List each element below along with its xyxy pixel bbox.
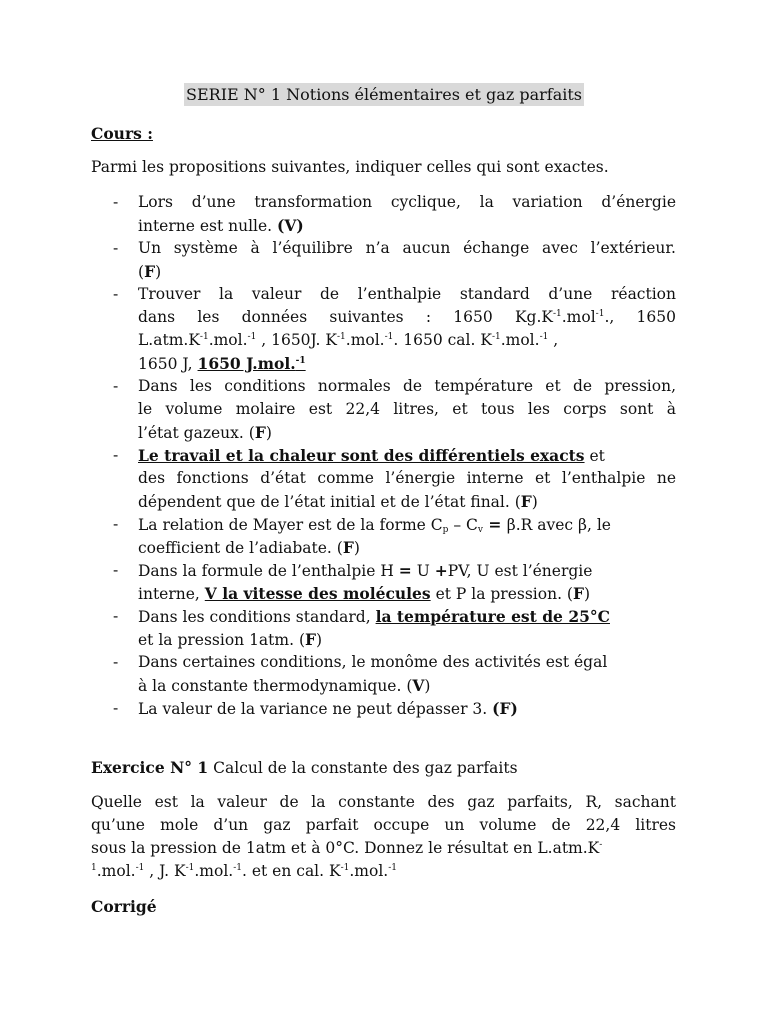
item-7-text: et P la pression. (: [430, 585, 573, 603]
item-5-answer: F: [520, 492, 532, 511]
item-4-text: l’état gazeux. (: [138, 424, 255, 442]
item-7-emphasis: V la vitesse des molécules: [204, 584, 431, 603]
item-1-line-1: Lors d’une transformation cyclique, la variation d’énergie: [138, 193, 676, 211]
subscript: p: [442, 525, 449, 535]
item-8-line-1: [138, 605, 610, 629]
list-dash: -: [113, 699, 119, 717]
item-9-line-2: [138, 674, 430, 698]
exercise-title: Calcul de la constante des gaz parfaits: [208, 759, 518, 777]
item-9-line-1: Dans certaines conditions, le monôme des activités est égal: [138, 653, 608, 671]
plus-sign: +: [434, 561, 448, 580]
exercise-line-3: [91, 837, 602, 860]
superscript: -1: [388, 863, 397, 873]
item-5-line-2: des fonctions d’état comme l’énergie interne et l’enthalpie ne: [138, 469, 676, 487]
exercise-line-4: [91, 860, 397, 883]
paren-close: ): [583, 585, 591, 603]
item-4-line-3: [138, 421, 272, 445]
item-3-text: .mol: [561, 308, 596, 326]
list-dash: -: [113, 193, 119, 211]
item-10-text: La valeur de la variance ne peut dépasser 3.: [138, 700, 493, 718]
exercise-line-1: Quelle est la valeur de la constante des gaz parfaits, R, sachant: [91, 793, 676, 811]
item-7-answer: F: [572, 584, 584, 603]
subscript: v: [477, 525, 483, 535]
paren-close: ): [353, 539, 360, 557]
paren-close: ): [316, 631, 323, 649]
item-3-text: 1650 J,: [138, 355, 198, 373]
item-4-answer: F: [254, 423, 266, 442]
exercise-text: .mol.: [349, 862, 389, 880]
item-3-text: dans les données suivantes : 1650 Kg.K: [138, 308, 553, 326]
item-3-text: .mol.: [345, 331, 385, 349]
item-6-line-1: [138, 513, 611, 537]
superscript: -1: [595, 309, 605, 319]
item-6-line-2: [138, 536, 360, 560]
superscript: -1: [539, 332, 549, 342]
corrige-heading: Corrigé: [91, 897, 157, 916]
list-dash: -: [113, 239, 119, 257]
equals-sign: =: [398, 561, 412, 580]
item-4-line-1: Dans les conditions normales de température et de pression,: [138, 377, 676, 395]
item-1-answer: (V): [277, 216, 304, 235]
list-dash: -: [113, 285, 119, 303]
exercise-line-2: qu’une mole d’un gaz parfait occupe un volume de 22,4 litres: [91, 816, 676, 834]
item-3-line-1: Trouver la valeur de l’enthalpie standard d’une réaction: [138, 285, 676, 303]
list-dash: -: [113, 446, 119, 464]
item-8-emphasis: la température est de 25°C: [375, 607, 610, 626]
item-1-line-2: [138, 214, 304, 238]
equals-sign: =: [482, 515, 507, 534]
item-3-answer: [198, 354, 306, 373]
list-dash: -: [113, 653, 119, 671]
item-5-line-3: [138, 490, 538, 514]
superscript: -1: [295, 356, 306, 366]
item-3-text: L.atm.K: [138, 331, 200, 349]
item-3-text: . 1650 cal. K: [393, 331, 492, 349]
superscript: -1: [199, 332, 209, 342]
item-3-text: , 1650J. K: [256, 331, 337, 349]
item-4-line-2: le volume molaire est 22,4 litres, et tous les corps sont à: [138, 400, 676, 418]
exercise-heading: [91, 756, 518, 780]
superscript: 1: [91, 863, 97, 873]
item-8-text: et la pression 1atm. (: [138, 631, 305, 649]
item-6-text: La relation de Mayer est de la forme C: [138, 516, 443, 534]
superscript: -1: [384, 332, 394, 342]
item-9-answer: V: [412, 676, 425, 695]
item-10-answer: (F): [492, 699, 518, 718]
paren-close: ): [265, 424, 272, 442]
intro-text: Parmi les propositions suivantes, indiquer celles qui sont exactes.: [91, 158, 609, 176]
superscript: -1: [336, 332, 346, 342]
item-8-answer: F: [305, 630, 317, 649]
cours-heading: Cours :: [91, 124, 153, 143]
item-8-line-2: [138, 628, 322, 652]
exercise-text: .mol.: [96, 862, 136, 880]
item-7-line-1: [138, 559, 592, 583]
list-dash: -: [113, 607, 119, 625]
item-3-text: .mol.: [208, 331, 248, 349]
list-dash: -: [113, 561, 119, 579]
item-7-text: U: [411, 562, 435, 580]
item-5-text: et: [584, 447, 605, 465]
superscript: -1: [340, 863, 350, 873]
superscript: -1: [491, 332, 501, 342]
item-3-text: ,: [548, 331, 559, 349]
exercise-text: . et en cal. K: [242, 862, 341, 880]
item-10-line-1: [138, 697, 518, 721]
superscript: -1: [185, 863, 195, 873]
item-2-answer: F: [144, 262, 156, 281]
item-5-emphasis: Le travail et la chaleur sont des différentiels exacts: [138, 446, 585, 465]
exercise-text: , J. K: [144, 862, 186, 880]
item-2-line-2: [138, 260, 161, 284]
item-7-text: Dans la formule de l’enthalpie H: [138, 562, 399, 580]
item-2-line-1: Un système à l’équilibre n’a aucun échange avec l’extérieur.: [138, 239, 676, 257]
exercise-text: .mol.: [194, 862, 234, 880]
superscript: -1: [247, 332, 257, 342]
item-3-answer-text: 1650 J.mol.: [197, 354, 296, 373]
item-3-line-4: [138, 352, 306, 376]
item-9-text: à la constante thermodynamique. (: [138, 677, 413, 695]
item-6-text: coefficient de l’adiabate. (: [138, 539, 343, 557]
item-7-text: PV, U est l’énergie: [447, 562, 593, 580]
item-6-text: – C: [448, 516, 478, 534]
item-7-line-2: [138, 582, 590, 606]
superscript: -1: [233, 863, 242, 873]
item-3-line-2: [138, 306, 676, 329]
item-8-text: Dans les conditions standard,: [138, 608, 376, 626]
title-container: [0, 85, 768, 104]
list-dash: -: [113, 377, 119, 395]
superscript: -: [599, 840, 603, 850]
exercise-text: sous la pression de 1atm et à 0°C. Donnez le résultat en L.atm.K: [91, 839, 600, 857]
paren-close: ): [424, 677, 431, 695]
page-title: SERIE N° 1 Notions élémentaires et gaz parfaits: [186, 85, 582, 104]
superscript: -1: [552, 309, 562, 319]
item-5-text: dépendent que de l’état initial et de l’état final. (: [138, 493, 521, 511]
item-3-line-3: [138, 329, 558, 352]
paren-close: ): [155, 263, 162, 281]
item-3-text: ., 1650: [604, 308, 676, 326]
item-6-answer: F: [342, 538, 354, 557]
list-dash: -: [113, 515, 119, 533]
item-1-text: interne est nulle.: [138, 217, 278, 235]
superscript: -1: [135, 863, 145, 873]
item-6-text: β.R avec β, le: [506, 516, 611, 534]
item-5-line-1: [138, 444, 605, 468]
exercise-number: Exercice N° 1: [91, 758, 209, 777]
item-7-text: interne,: [138, 585, 205, 603]
paren-close: ): [531, 493, 538, 511]
item-3-text: .mol.: [500, 331, 540, 349]
paren-open: (: [138, 263, 145, 281]
